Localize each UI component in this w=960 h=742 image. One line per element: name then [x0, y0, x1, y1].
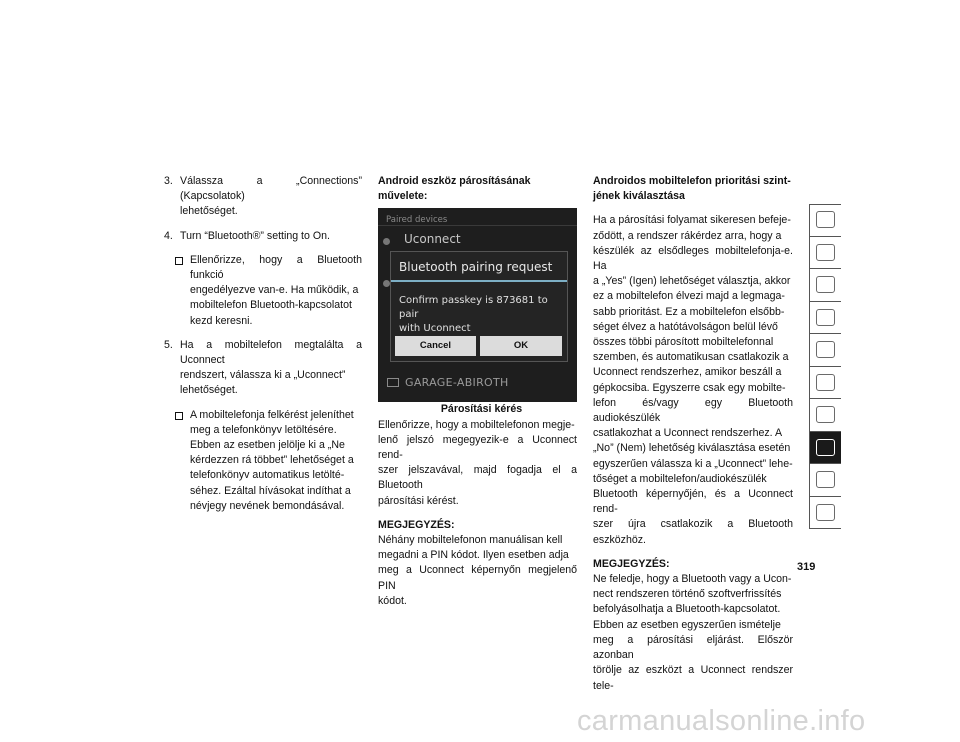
chapter-tab[interactable] — [809, 302, 841, 335]
chapter-tab[interactable] — [809, 269, 841, 302]
para-line: „No” (Nem) lehetőség kiválasztása esetén — [593, 442, 791, 455]
note-line: megadni a PIN kódot. Ilyen esetben adja — [378, 549, 569, 562]
note-line: Ne feledje, hogy a Bluetooth vagy a Ucon- — [593, 573, 792, 586]
chapter-tab[interactable] — [809, 464, 841, 497]
note-line: Ebben az esetben egyszerűen ismételje — [593, 618, 781, 631]
heading-line: jének kiválasztása — [593, 190, 685, 203]
dialog-accent-line — [391, 280, 567, 282]
paired-devices-header: Paired devices — [386, 215, 448, 226]
step-5 — [164, 338, 362, 399]
laptop-icon — [387, 378, 399, 387]
para-line: készülék az elsődleges mobiltelefonja-e. Ha — [593, 244, 793, 273]
heading-line: Androidos mobiltelefon prioritási szint- — [593, 175, 791, 187]
chapter-tab[interactable] — [809, 367, 841, 400]
para-line: lenő jelszó megegyezik-e a Uconnect rend- — [378, 433, 577, 462]
device-garage[interactable]: GARAGE-ABIROTH — [405, 376, 509, 390]
para-line: szer újra csatlakozik a Bluetooth eszközhöz. — [593, 518, 793, 546]
steering-wheel-icon — [816, 309, 835, 326]
chapter-tab[interactable] — [809, 237, 841, 270]
headset-icon — [383, 238, 390, 245]
language-gear-icon — [816, 504, 835, 521]
section-heading: Android eszköz párosításának művelete: — [378, 175, 531, 203]
device-uconnect[interactable]: Uconnect — [404, 232, 461, 247]
para-line: lefon és/vagy egy Bluetooth audiokészülék — [593, 396, 793, 425]
note-line: meg a párosítási eljárást. Először azonban — [593, 633, 793, 662]
page-number: 319 — [797, 561, 816, 573]
note-body — [593, 572, 793, 694]
section-heading — [593, 174, 793, 204]
bullet-line: névjegy nevének bemondásával. — [190, 499, 345, 512]
para-line: Bluetooth képernyőjén, és a Uconnect rend- — [593, 488, 793, 516]
car-crash-icon — [816, 341, 835, 358]
para-line: sabb prioritást. Ez a mobiltelefon elsőbb- — [593, 305, 785, 318]
step-line: lehetőséget. — [180, 384, 238, 397]
chapter-tab[interactable] — [809, 497, 841, 530]
para-line: gépkocsiba. Egyszerre csak egy mobilte- — [593, 381, 786, 394]
step-line: Válassza a „Connections” (Kapcsolatok) — [180, 175, 362, 203]
step-number: 5. — [164, 338, 173, 351]
step-4 — [164, 229, 362, 244]
note-line: törölje az eszközt a Uconnect rendszer tele- — [593, 664, 793, 692]
bullet-line: kezd keresni. — [190, 314, 253, 327]
divider — [378, 225, 577, 226]
para-line: szemben, és automatikusan csatlakozik a — [593, 351, 789, 364]
figure-caption: Párosítási kérés — [440, 403, 523, 416]
para-line: tőséget a mobiltelefon/audiokészülék — [593, 472, 767, 485]
car-service-icon — [816, 374, 835, 391]
step-number: 3. — [164, 175, 173, 187]
watermark: carmanualsonline.info — [577, 705, 866, 737]
step-number: 4. — [164, 229, 173, 242]
para-line: szer jelszavával, majd fogadja el a Bluetooth — [378, 464, 577, 492]
bullet-line: séhez. Ezáltal hívásokat indíthat a — [190, 484, 351, 497]
paragraph-verify — [378, 418, 577, 509]
dialog-message — [399, 294, 559, 336]
phone-screenshot — [378, 208, 577, 402]
chapter-tab[interactable] — [809, 204, 841, 237]
dialog-message-line: Confirm passkey is 873681 to pair — [399, 295, 548, 321]
bullet-line: A mobiltelefonja felkérést jeleníthet — [190, 408, 354, 421]
car-info-icon — [816, 211, 835, 228]
bullet-line: engedélyezve van-e. Ha működik, a — [190, 284, 359, 297]
para-line: Ha a párosítási folyamat sikeresen befeje- — [593, 214, 791, 227]
note-line: befolyásolhatja a Bluetooth-kapcsolatot. — [593, 603, 781, 616]
multimedia-music-icon — [816, 439, 835, 456]
step-line: rendszert, válassza ki a „Uconnect” — [180, 369, 346, 382]
step-line: Ha a mobiltelefon megtalálta a Uconnect — [180, 338, 362, 367]
note-line: kódot. — [378, 594, 407, 607]
document-list-icon — [816, 406, 835, 423]
para-line: párosítási kérést. — [378, 494, 459, 507]
step-line: Turn “Bluetooth®” setting to On. — [180, 229, 330, 242]
bullet-square-icon — [175, 257, 183, 265]
chapter-tab[interactable] — [809, 432, 841, 465]
para-line: összes többi párosított mobiltelefonnal — [593, 336, 774, 349]
cancel-button[interactable]: Cancel — [395, 336, 476, 356]
bullet-line: Ebben az esetben jelölje ki a „Ne — [190, 439, 345, 452]
para-line: egyszerűen válassza ki a „Uconnect” lehe- — [593, 457, 793, 470]
bullet-line: Ellenőrizze, hogy a Bluetooth funkció — [190, 253, 362, 282]
bullet-bluetooth-check — [164, 253, 362, 329]
mail-car-icon — [816, 244, 835, 261]
chapter-tab-strip — [809, 204, 841, 529]
para-line: csatlakozhat a Uconnect rendszerhez. A — [593, 427, 783, 440]
chapter-tab[interactable] — [809, 399, 841, 432]
note-title: MEGJEGYZÉS: — [593, 557, 670, 570]
bullet-phonebook — [164, 408, 362, 514]
note-line: meg a Uconnect képernyőn megjelenő PIN — [378, 564, 577, 592]
settings-icon — [383, 280, 390, 287]
para-line: Ellenőrizze, hogy a mobiltelefonon megje- — [378, 418, 575, 431]
ok-button[interactable]: OK — [480, 336, 562, 356]
step-line: lehetőséget. — [180, 205, 238, 218]
note-body — [378, 533, 577, 609]
dialog-title: Bluetooth pairing request — [399, 260, 553, 275]
bullet-line: meg a telefonkönyv letöltésére. — [190, 423, 337, 436]
note-line: Néhány mobiltelefonon manuálisan kell — [378, 534, 563, 547]
note-title: MEGJEGYZÉS: — [378, 518, 455, 531]
column-right — [593, 174, 793, 694]
bullet-square-icon — [175, 412, 183, 420]
para-line: Uconnect rendszerhez, amikor beszáll a — [593, 366, 782, 379]
para-line: ez a mobiltelefon élvezi majd a legmaga- — [593, 290, 785, 303]
column-left — [164, 174, 362, 523]
chapter-tab[interactable] — [809, 334, 841, 367]
para-line: ződött, a rendszer rákérdez arra, hogy a — [593, 229, 782, 242]
paragraph-priority — [593, 213, 793, 547]
step-3 — [164, 174, 362, 220]
pairing-dialog — [390, 251, 568, 362]
para-line: séget élvez a hatótávolságon belül lévő — [593, 320, 778, 333]
note-line: nect rendszeren történő szoftverfrissítés — [593, 588, 782, 601]
column-middle — [378, 174, 577, 609]
bullet-line: mobiltelefon Bluetooth-kapcsolatot — [190, 299, 352, 312]
bullet-line: kérdezzen rá többet” lehetőséget a — [190, 454, 354, 467]
dialog-message-line: with Uconnect — [399, 323, 471, 335]
para-line: a „Yes” (Igen) lehetőséget választja, akkor — [593, 275, 791, 288]
search-icon — [816, 471, 835, 488]
bullet-line: telefonkönyv automatikus letölté- — [190, 469, 345, 482]
seatbelt-person-icon — [816, 276, 835, 293]
